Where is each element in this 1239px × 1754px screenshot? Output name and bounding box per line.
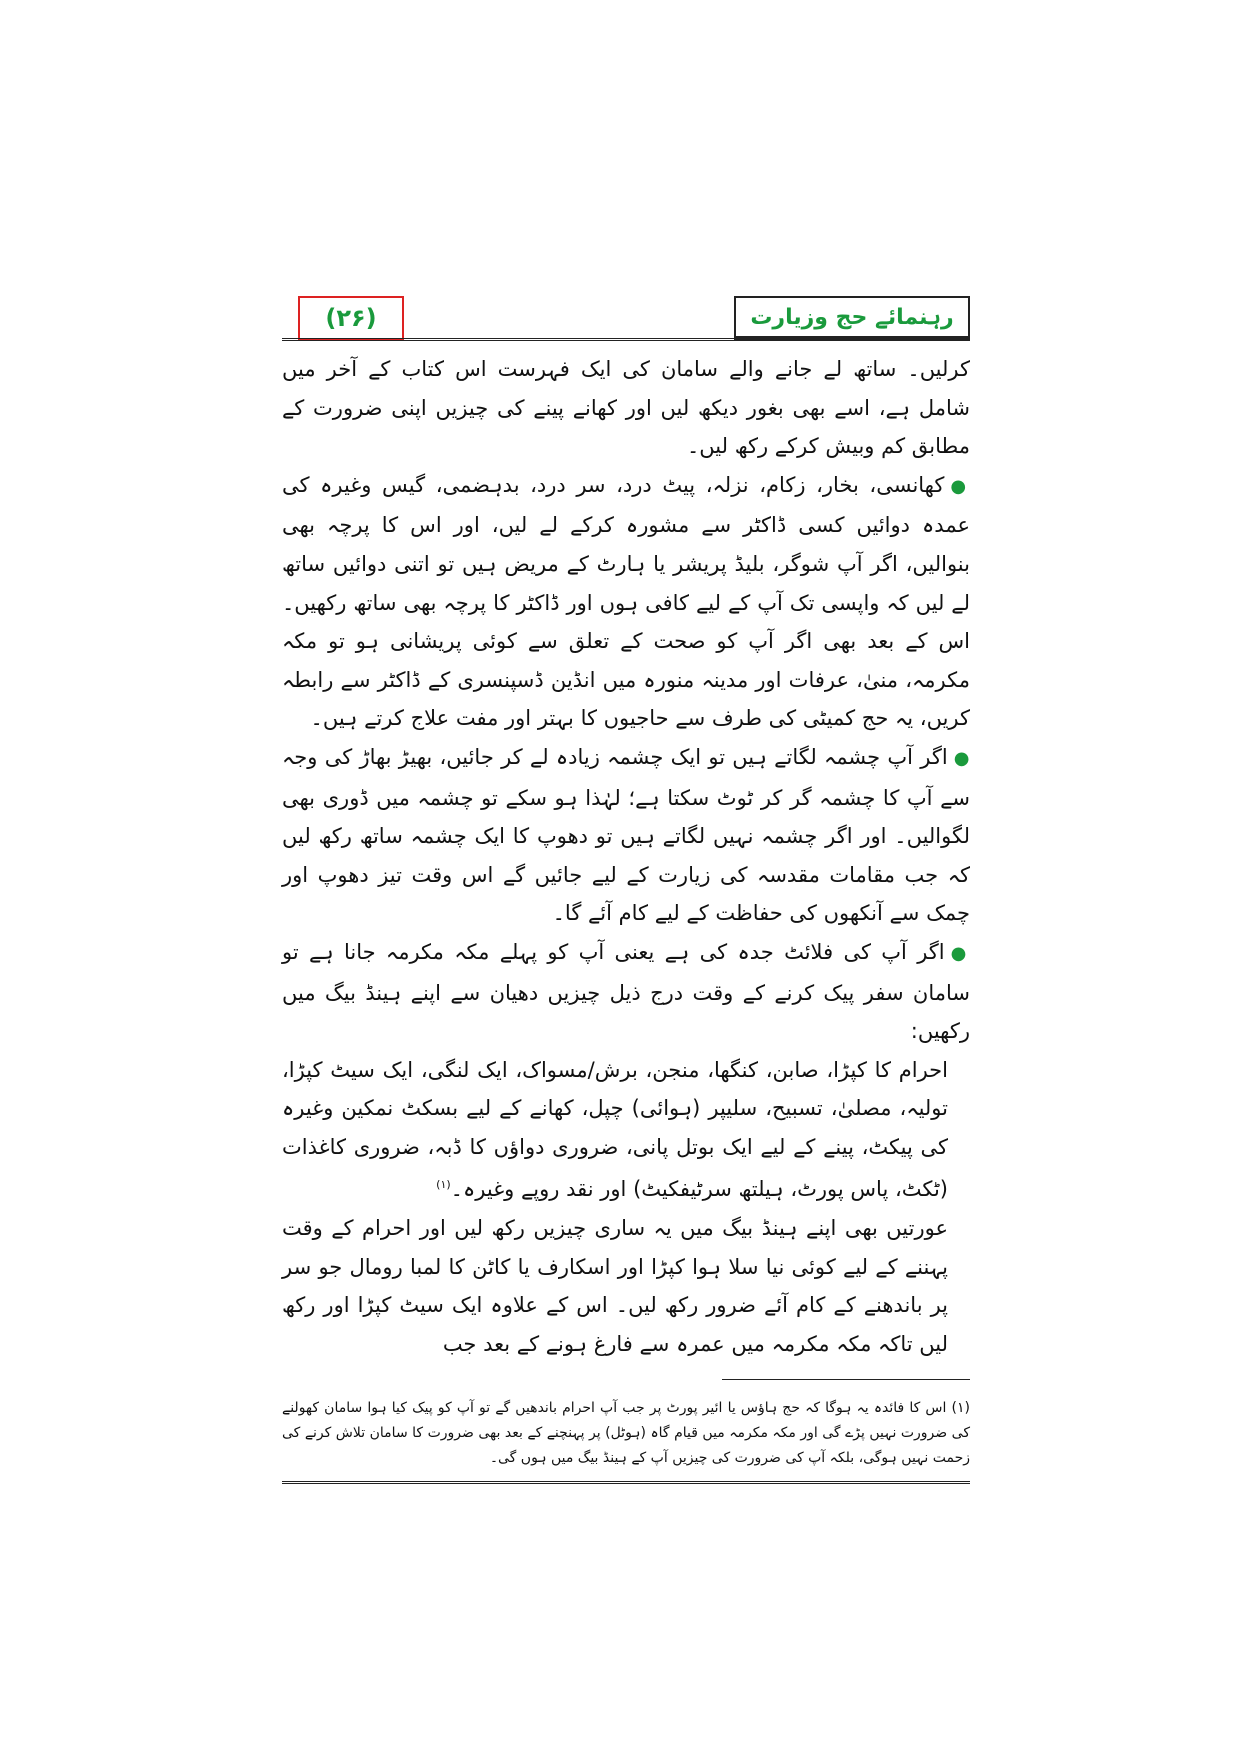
- paragraph-6: عورتیں بھی اپنے ہینڈ بیگ میں یہ ساری چیزیں رکھ لیں اور احرام کے وقت پہننے کے لیے کوئی نیا سلا ہوا کپڑا اور اسکارف یا کاٹن کا لمبا رومال جو سر پر باندھنے کے کام آئے ضرور رکھ لیں۔ اس کے علاوہ ایک سیٹ کپڑا اور رکھ لیں تاکہ مکہ مکرمہ میں عمرہ سے فارغ ہونے کے بعد جب: [282, 1216, 948, 1356]
- paragraph-1: کرلیں۔ ساتھ لے جانے والے سامان کی ایک فہرست اس کتاب کے آخر میں شامل ہے، اسے بھی بغور دیکھ لیں اور کھانے پینے کی چیزیں اپنی ضرورت کے مطابق کم وبیش کرکے رکھ لیں۔: [282, 357, 970, 459]
- paragraph-2-text: کھانسی، بخار، زکام، نزلہ، پیٹ درد، سر درد، بدہضمی، گیس وغیرہ کی عمدہ دوائیں کسی ڈاکٹر سے مشورہ کرکے لے لیں، اور اس کا پرچہ بھی بنوالیں، اگر آپ شوگر، بلیڈ پریشر یا ہارٹ کے مریض ہیں تو اتنی دوائیں ساتھ لے لیں کہ واپسی تک آپ کے لیے کافی ہوں اور ڈاکٹر کا پرچہ بھی ساتھ رکھیں۔ اس کے بعد بھی اگر آپ کو صحت کے تعلق سے کوئی پریشانی ہو تو مکہ مکرمہ، منیٰ، عرفات اور مدینہ منورہ میں انڈین ڈسپنسری کے ڈاکٹر سے رابطہ کریں، یہ حج کمیٹی کی طرف سے حاجیوں کا بہتر اور مفت علاج کرتے ہیں۔: [282, 472, 970, 731]
- paragraph-2: [282, 466, 970, 738]
- bullet-icon: ●: [953, 747, 970, 769]
- page-body: [282, 350, 970, 1363]
- book-page: [282, 292, 970, 1487]
- paragraph-3-text: اگر آپ چشمہ لگاتے ہیں تو ایک چشمہ زیادہ لے کر جائیں، بھیڑ بھاڑ کی وجہ سے آپ کا چشمہ گر کر ٹوٹ سکتا ہے؛ لہٰذا ہو سکے تو چشمہ میں ڈوری بھی لگوالیں۔ اور اگر چشمہ نہیں لگاتے ہیں تو دھوپ کا ایک چشمہ ساتھ رکھ لیں کہ جب مقامات مقدسہ کی زیارت کے لیے جائیں گے اس وقت تیز دھوپ اور چمک سے آنکھوں کی حفاظت کے لیے کام آئے گا۔: [282, 744, 970, 926]
- paragraph-4-text: اگر آپ کی فلائٹ جدہ کی ہے یعنی آپ کو پہلے مکہ مکرمہ جانا ہے تو سامان سفر پیک کرنے کے وقت درج ذیل چیزیں دھیان سے اپنے ہینڈ بیگ میں رکھیں:: [282, 939, 970, 1044]
- footnote: [282, 1396, 970, 1471]
- paragraph-4: [282, 933, 970, 1051]
- footer-rule: [282, 1481, 970, 1487]
- footnote-reference: (۱): [436, 1178, 451, 1192]
- bullet-icon: ●: [950, 475, 970, 497]
- paragraph-5-text: احرام کا کپڑا، صابن، کنگھا، منجن، برش/مسواک، ایک لنگی، ایک سیٹ کپڑا، تولیہ، مصلیٰ، تسبیح، سلیپر (ہوائی) چپل، کھانے کے لیے بسکٹ نمکین وغیرہ کی پیکٹ، پینے کے لیے ایک بوتل پانی، ضروری دواؤں کا ڈبہ، ضروری کاغذات (ٹکٹ، پاس پورٹ، ہیلتھ سرٹیفکیٹ) اور نقد روپے وغیرہ۔: [282, 1057, 948, 1202]
- header-rule: [282, 338, 970, 344]
- book-title: رہنمائے حج وزیارت: [734, 296, 970, 340]
- paragraph-3: [282, 738, 970, 933]
- footnote-separator: [722, 1379, 970, 1380]
- paragraph-5: [282, 1051, 970, 1209]
- page-header: [282, 292, 970, 344]
- footnote-text: اس کا فائدہ یہ ہوگا کہ حج ہاؤس یا ائیر پورٹ پر جب آپ احرام باندھیں گے تو آپ کو پیک کیا ہوا سامان کھولنے کی ضرورت نہیں پڑے گی اور مکہ مکرمہ میں قیام گاہ (ہوٹل) پر پہنچنے کے بعد بھی ضرورت کا سامان تلاش کرنے کی زحمت نہیں ہوگی، بلکہ آپ کی ضرورت کی چیزیں آپ کے ہینڈ بیگ میں ہوں گی۔: [282, 1400, 970, 1467]
- bullet-icon: ●: [950, 942, 970, 964]
- footnote-marker: (۱): [951, 1400, 970, 1417]
- page-number: (۲۶): [298, 296, 404, 340]
